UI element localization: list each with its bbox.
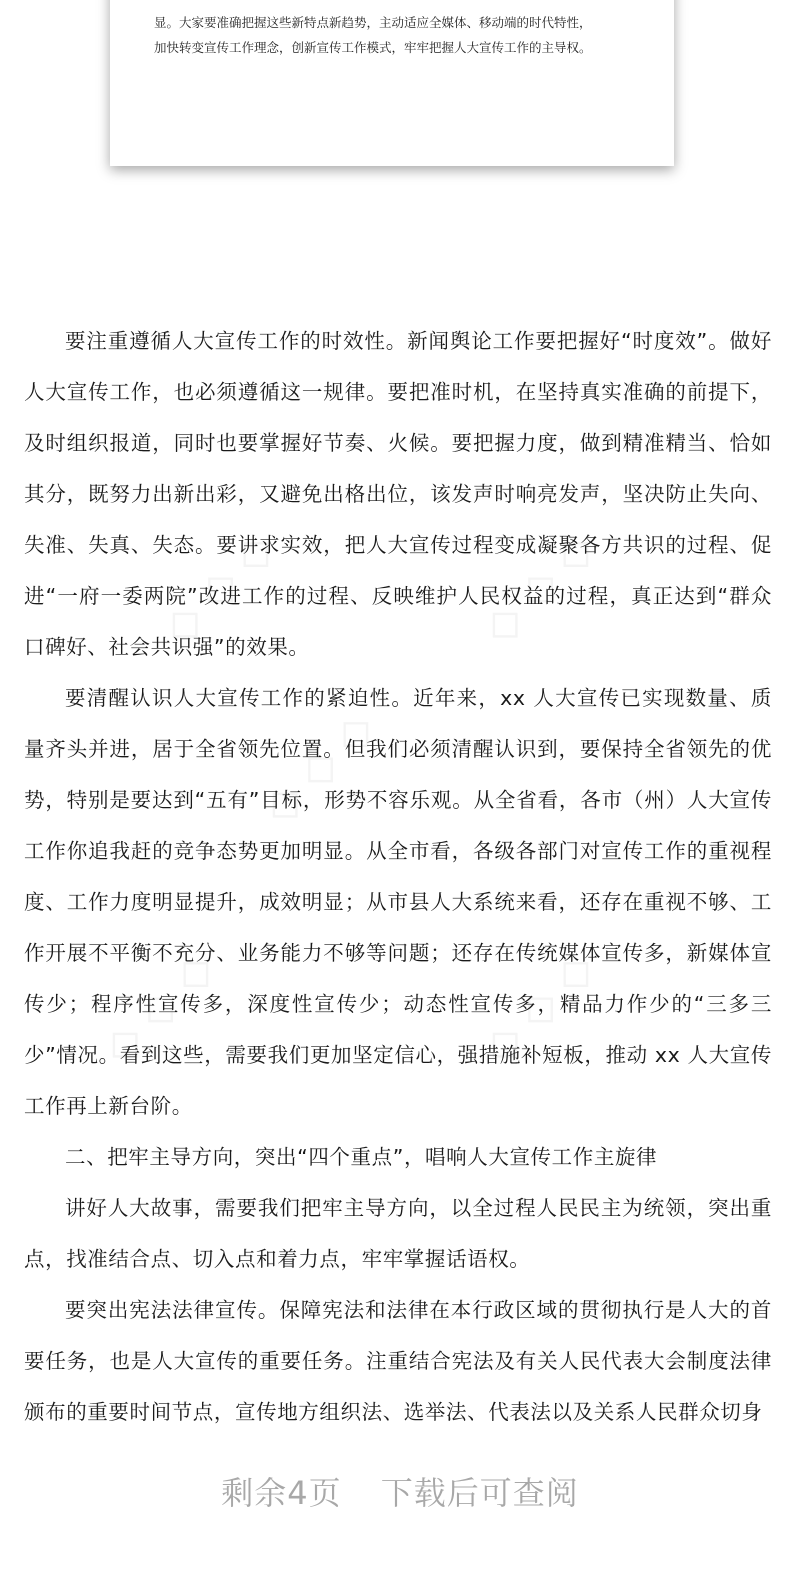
remaining-pages-banner[interactable] bbox=[0, 1468, 800, 1514]
remaining-pages-label: 剩余4页 bbox=[221, 1474, 342, 1512]
previous-page-preview bbox=[110, 0, 674, 166]
paragraph: 要注重遵循人大宣传工作的时效性。新闻舆论工作要把握好“时度效”。做好人大宣传工作，也必须遵循这一规律。要把准时机，在坚持真实准确的前提下，及时组织报道，同时也要掌握好节奏、火候。要把握力度，做到精准精当、恰如其分，既努力出新出彩，又避免出格出位，该发声时响亮发声，坚决防止失向、失准、失真、失态。要讲求实效，把人大宣传过程变成凝聚各方共识的过程、促进“一府一委两院”改进工作的过程、反映维护人民权益的过程，真正达到“群众口碑好、社会共识强”的效果。 bbox=[24, 329, 772, 659]
section-heading: 二、把牢主导方向，突出“四个重点”，唱响人大宣传工作主旋律 bbox=[65, 1145, 658, 1169]
preview-line: 加快转变宣传工作理念，创新宣传工作模式，牢牢把握人大宣传工作的主导权。 bbox=[154, 40, 592, 55]
paragraph: 讲好人大故事，需要我们把牢主导方向，以全过程人民民主为统领，突出重点，找准结合点、切入点和着力点，牢牢掌握话语权。 bbox=[24, 1196, 772, 1271]
preview-line: 显。大家要准确把握这些新特点新趋势，主动适应全媒体、移动端的时代特性， bbox=[154, 15, 592, 30]
paragraph: 要突出宪法法律宣传。保障宪法和法律在本行政区域的贯彻执行是人大的首要任务，也是人大宣传的重要任务。注重结合宪法及有关人民代表大会制度法律颁布的重要时间节点，宣传地方组织法、选举法、代表法以及关系人民群众切身 bbox=[24, 1298, 772, 1424]
paragraph: 要清醒认识人大宣传工作的紧迫性。近年来，xx 人大宣传已实现数量、质量齐头并进，居于全省领先位置。但我们必须清醒认识到，要保持全省领先的优势，特别是要达到“五有”目标，形势不容乐观。从全省看，各市（州）人大宣传工作你追我赶的竞争态势更加明显。从全市看，各级各部门对宣传工作的重视程度、工作力度明显提升，成效明显；从市县人大系统来看，还存在重视不够、工作开展不平衡不充分、业务能力不够等问题；还存在传统媒体宣传多，新媒体宣传少；程序性宣传多，深度性宣传少；动态性宣传多，精品力作少的“三多三少”情况。看到这些，需要我们更加坚定信心，强措施补短板，推动 xx 人大宣传工作再上新台阶。 bbox=[24, 686, 772, 1118]
download-hint-label: 下载后可查阅 bbox=[380, 1474, 579, 1512]
preview-text bbox=[154, 10, 644, 60]
document-body bbox=[24, 316, 772, 1438]
